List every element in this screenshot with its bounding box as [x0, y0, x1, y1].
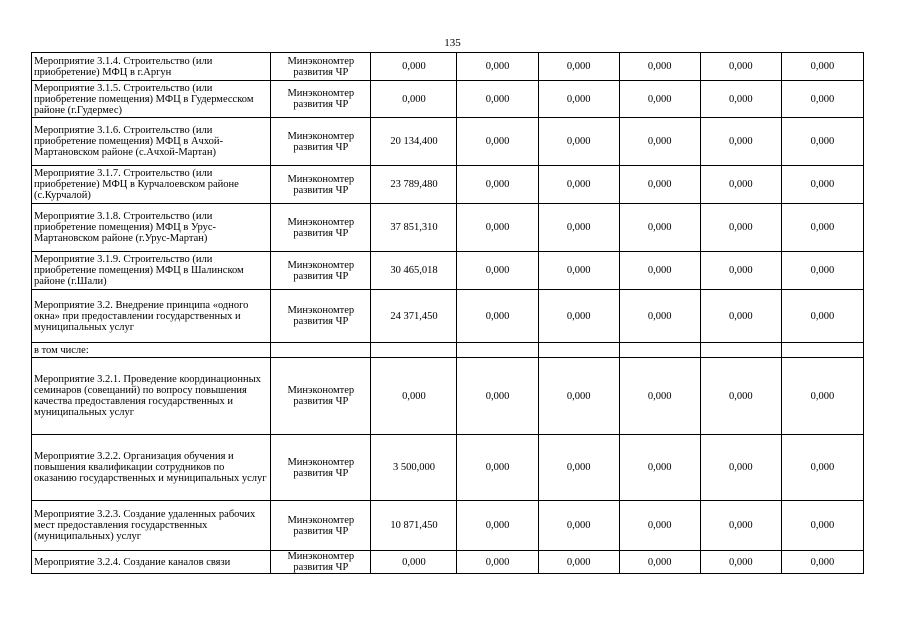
funding-value-cell: 23 789,480 [371, 166, 457, 204]
funding-value-cell: 0,000 [457, 501, 538, 551]
funding-value-cell [619, 343, 700, 358]
table-row [32, 290, 864, 343]
table-row [32, 118, 864, 166]
funding-value-cell: 3 500,000 [371, 435, 457, 501]
executor-cell: Минэкономтер развития ЧР [271, 551, 371, 574]
funding-value-cell [371, 343, 457, 358]
activity-name-cell: Мероприятие 3.1.6. Строительство (или приобретение помещения) МФЦ в Ачхой-Мартановском районе (с.Ачхой-Мартан) [32, 118, 271, 166]
funding-value-cell: 0,000 [457, 118, 538, 166]
executor-cell: Минэкономтер развития ЧР [271, 435, 371, 501]
activity-name-cell: Мероприятие 3.1.8. Строительство (или приобретение помещения) МФЦ в Урус-Мартановском районе (г.Урус-Мартан) [32, 204, 271, 252]
executor-cell: Минэкономтер развития ЧР [271, 53, 371, 81]
funding-value-cell: 0,000 [781, 53, 863, 81]
funding-value-cell: 0,000 [371, 53, 457, 81]
funding-value-cell [700, 343, 781, 358]
table-body [32, 53, 864, 574]
funding-value-cell: 20 134,400 [371, 118, 457, 166]
funding-value-cell: 0,000 [457, 358, 538, 435]
funding-value-cell: 0,000 [700, 118, 781, 166]
funding-value-cell: 0,000 [538, 551, 619, 574]
executor-cell: Минэкономтер развития ЧР [271, 204, 371, 252]
funding-value-cell [457, 343, 538, 358]
funding-value-cell: 0,000 [538, 118, 619, 166]
funding-value-cell: 0,000 [538, 81, 619, 118]
funding-value-cell: 0,000 [538, 252, 619, 290]
executor-cell: Минэкономтер развития ЧР [271, 290, 371, 343]
funding-value-cell: 0,000 [538, 53, 619, 81]
funding-value-cell: 0,000 [538, 501, 619, 551]
funding-value-cell: 0,000 [538, 290, 619, 343]
page-number: 135 [444, 37, 461, 49]
funding-value-cell [781, 343, 863, 358]
funding-value-cell: 0,000 [700, 435, 781, 501]
funding-value-cell: 0,000 [619, 551, 700, 574]
funding-value-cell: 0,000 [781, 252, 863, 290]
activity-name-cell: Мероприятие 3.2.4. Создание каналов связи [32, 551, 271, 574]
funding-value-cell: 0,000 [619, 501, 700, 551]
funding-value-cell: 0,000 [371, 551, 457, 574]
funding-value-cell: 0,000 [781, 290, 863, 343]
funding-value-cell: 0,000 [457, 53, 538, 81]
table-row [32, 204, 864, 252]
activity-name-cell: Мероприятие 3.1.5. Строительство (или приобретение помещения) МФЦ в Гудермесском районе (г.Гудермес) [32, 81, 271, 118]
funding-value-cell: 10 871,450 [371, 501, 457, 551]
funding-value-cell: 0,000 [619, 358, 700, 435]
funding-value-cell: 0,000 [781, 81, 863, 118]
funding-value-cell: 0,000 [700, 166, 781, 204]
table-row [32, 53, 864, 81]
executor-cell: Минэкономтер развития ЧР [271, 166, 371, 204]
funding-value-cell: 0,000 [619, 166, 700, 204]
funding-value-cell: 24 371,450 [371, 290, 457, 343]
activity-name-cell: Мероприятие 3.1.9. Строительство (или приобретение помещения) МФЦ в Шалинском районе (г.Шали) [32, 252, 271, 290]
table-row [32, 252, 864, 290]
table-row [32, 166, 864, 204]
table-row [32, 501, 864, 551]
funding-value-cell: 0,000 [700, 551, 781, 574]
funding-value-cell: 0,000 [700, 204, 781, 252]
funding-value-cell: 0,000 [700, 501, 781, 551]
executor-cell [271, 343, 371, 358]
funding-value-cell: 0,000 [457, 290, 538, 343]
executor-cell: Минэкономтер развития ЧР [271, 118, 371, 166]
funding-value-cell: 0,000 [781, 118, 863, 166]
executor-cell: Минэкономтер развития ЧР [271, 501, 371, 551]
funding-value-cell: 0,000 [538, 358, 619, 435]
funding-value-cell: 0,000 [781, 435, 863, 501]
funding-value-cell: 0,000 [457, 551, 538, 574]
funding-value-cell: 0,000 [457, 204, 538, 252]
executor-cell: Минэкономтер развития ЧР [271, 358, 371, 435]
table-row [32, 435, 864, 501]
table-row [32, 343, 864, 358]
funding-value-cell: 0,000 [781, 501, 863, 551]
funding-value-cell: 30 465,018 [371, 252, 457, 290]
funding-value-cell: 0,000 [538, 166, 619, 204]
funding-value-cell: 0,000 [619, 81, 700, 118]
funding-value-cell: 0,000 [700, 81, 781, 118]
funding-value-cell [538, 343, 619, 358]
activity-name-cell: в том числе: [32, 343, 271, 358]
funding-value-cell: 0,000 [619, 252, 700, 290]
funding-value-cell: 0,000 [619, 53, 700, 81]
funding-value-cell: 0,000 [619, 204, 700, 252]
funding-value-cell: 0,000 [700, 358, 781, 435]
funding-value-cell: 0,000 [457, 435, 538, 501]
funding-value-cell: 0,000 [700, 53, 781, 81]
table-row [32, 358, 864, 435]
funding-value-cell: 0,000 [700, 290, 781, 343]
funding-value-cell: 0,000 [371, 81, 457, 118]
funding-value-cell: 0,000 [781, 204, 863, 252]
funding-value-cell: 0,000 [457, 252, 538, 290]
budget-table [31, 52, 864, 574]
activity-name-cell: Мероприятие 3.2.2. Организация обучения и повышения квалификации сотрудников по оказанию государственных и муниципальных услуг [32, 435, 271, 501]
table-row [32, 551, 864, 574]
executor-cell: Минэкономтер развития ЧР [271, 81, 371, 118]
executor-cell: Минэкономтер развития ЧР [271, 252, 371, 290]
funding-value-cell: 0,000 [619, 290, 700, 343]
funding-value-cell: 0,000 [619, 435, 700, 501]
funding-value-cell: 0,000 [700, 252, 781, 290]
funding-value-cell: 37 851,310 [371, 204, 457, 252]
funding-value-cell: 0,000 [371, 358, 457, 435]
activity-name-cell: Мероприятие 3.2. Внедрение принципа «одного окна» при предоставлении государственных и муниципальных услуг [32, 290, 271, 343]
funding-value-cell: 0,000 [538, 204, 619, 252]
funding-value-cell: 0,000 [781, 166, 863, 204]
funding-value-cell: 0,000 [781, 551, 863, 574]
funding-value-cell: 0,000 [538, 435, 619, 501]
funding-value-cell: 0,000 [457, 166, 538, 204]
activity-name-cell: Мероприятие 3.2.1. Проведение координационных семинаров (совещаний) по вопросу повышения качества предоставления государственных и муниципальных услуг [32, 358, 271, 435]
activity-name-cell: Мероприятие 3.1.7. Строительство (или приобретение) МФЦ в Курчалоевском районе (с.Курчалой) [32, 166, 271, 204]
funding-value-cell: 0,000 [781, 358, 863, 435]
funding-value-cell: 0,000 [619, 118, 700, 166]
table-row [32, 81, 864, 118]
funding-value-cell: 0,000 [457, 81, 538, 118]
activity-name-cell: Мероприятие 3.2.3. Создание удаленных рабочих мест предоставления государственных (муниципальных) услуг [32, 501, 271, 551]
activity-name-cell: Мероприятие 3.1.4. Строительство (или приобретение) МФЦ в г.Аргун [32, 53, 271, 81]
